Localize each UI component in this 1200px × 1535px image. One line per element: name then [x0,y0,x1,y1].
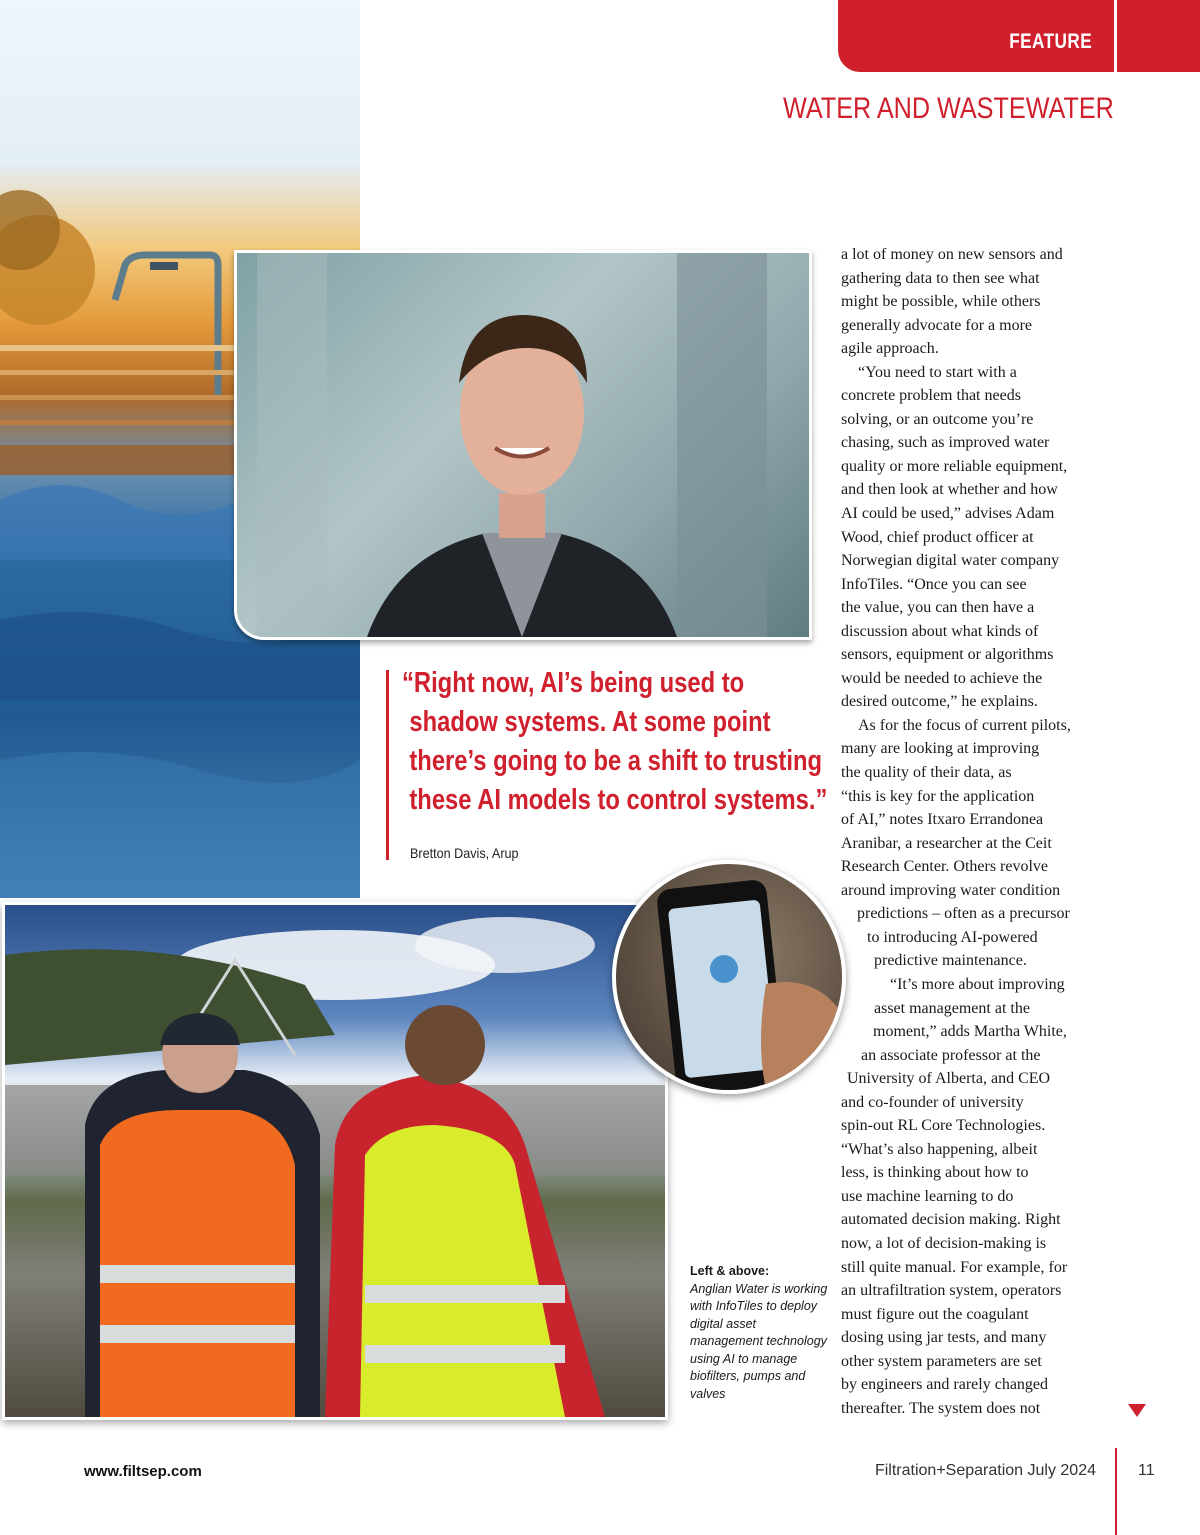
body-line: InfoTiles. “Once you can see [841,575,1027,593]
body-line: automated decision making. Right [841,1211,1061,1229]
body-line: an ultrafiltration system, operators [841,1282,1062,1300]
body-line: Norwegian digital water company [841,552,1060,570]
body-line: solving, or an outcome you’re [841,410,1034,428]
body-line: the quality of their data, as [841,764,1012,782]
feature-tab [838,0,1200,72]
pull-quote-line: shadow systems. At some point [409,706,771,738]
body-line: desired outcome,” he explains. [841,693,1038,711]
body-line: must figure out the coagulant [841,1305,1029,1323]
body-line: now, a lot of decision-making is [841,1234,1047,1252]
pull-quote-line: there’s going to be a shift to trusting [409,745,823,777]
body-line: moment,” adds Martha White, [873,1023,1067,1041]
page-number: 11 [1138,1462,1155,1479]
body-line: asset management at the [874,999,1030,1017]
body-line: an associate professor at the [861,1046,1041,1064]
feature-label: FEATURE [1009,30,1092,53]
body-line: Aranibar, a researcher at the Ceit [841,834,1052,852]
photo-caption [690,1263,830,1403]
body-line: predictions – often as a precursor [857,905,1070,923]
footer-url: www.filtsep.com [84,1463,202,1480]
phone-illustration [616,864,842,1090]
body-line: and co-founder of university [841,1093,1024,1111]
footer-rule [1115,1448,1117,1535]
body-line: concrete problem that needs [841,387,1021,405]
pull-quote-line: these AI models to control systems.” [409,784,828,816]
body-line: around improving water condition [841,881,1061,899]
body-line: “this is key for the application [841,787,1035,805]
body-line: to introducing AI-powered [867,928,1038,946]
body-line: agile approach. [841,340,939,358]
caption-body: Anglian Water is working with InfoTiles to deploy digital asset management technology using AI to manage biofilters, pumps and valves [690,1281,828,1401]
body-line: discussion about what kinds of [841,622,1039,640]
body-line: predictive maintenance. [874,952,1027,970]
body-line: thereafter. The system does not [841,1399,1041,1417]
body-line: would be needed to achieve the [841,669,1043,687]
caption-heading: Left & above: [690,1264,770,1278]
body-line: “It’s more about improving [890,975,1065,993]
body-line: As for the focus of current pilots, [858,716,1071,734]
body-line: other system parameters are set [841,1352,1042,1370]
body-line: generally advocate for a more [841,316,1033,334]
workers-photo [2,902,668,1420]
triangle-down-icon [1128,1404,1146,1417]
body-line: dosing using jar tests, and many [841,1329,1047,1347]
body-line: use machine learning to do [841,1187,1014,1205]
feature-tab-divider [1114,0,1117,72]
body-line: a lot of money on new sensors and [841,246,1063,263]
body-line: quality or more reliable equipment, [841,457,1068,475]
body-line: might be possible, while others [841,293,1041,311]
portrait-photo [234,250,812,640]
workers-illustration [5,905,665,1417]
body-line: AI could be used,” advises Adam [841,505,1055,523]
body-line: many are looking at improving [841,740,1040,758]
body-line: “You need to start with a [858,363,1017,381]
body-line: Wood, chief product officer at [841,528,1034,546]
body-line: still quite manual. For example, for [841,1258,1068,1276]
body-line: by engineers and rarely changed [841,1376,1049,1394]
body-line: gathering data to then see what [841,269,1040,287]
body-line: and then look at whether and how [841,481,1058,499]
body-line: of AI,” notes Itxaro Errandonea [841,811,1044,829]
quote-attribution: Bretton Davis, Arup [410,845,519,861]
body-line: chasing, such as improved water [841,434,1050,452]
body-line: “What’s also happening, albeit [841,1140,1038,1158]
portrait-illustration [237,253,809,637]
section-title: WATER AND WASTEWATER [783,92,1114,125]
quote-rule [386,670,389,860]
body-line: Research Center. Others revolve [841,858,1049,876]
pull-quote-line: “Right now, AI’s being used to [402,667,745,699]
body-line: spin-out RL Core Technologies. [841,1117,1046,1135]
body-line: the value, you can then have a [841,599,1035,617]
body-line: sensors, equipment or algorithms [841,646,1054,664]
phone-photo [612,860,846,1094]
body-line: University of Alberta, and CEO [847,1070,1051,1088]
pull-quote [402,664,828,820]
body-text-column [841,243,1131,1420]
footer-publication: Filtration+Separation July 2024 [874,1462,1096,1479]
body-line: less, is thinking about how to [841,1164,1029,1182]
